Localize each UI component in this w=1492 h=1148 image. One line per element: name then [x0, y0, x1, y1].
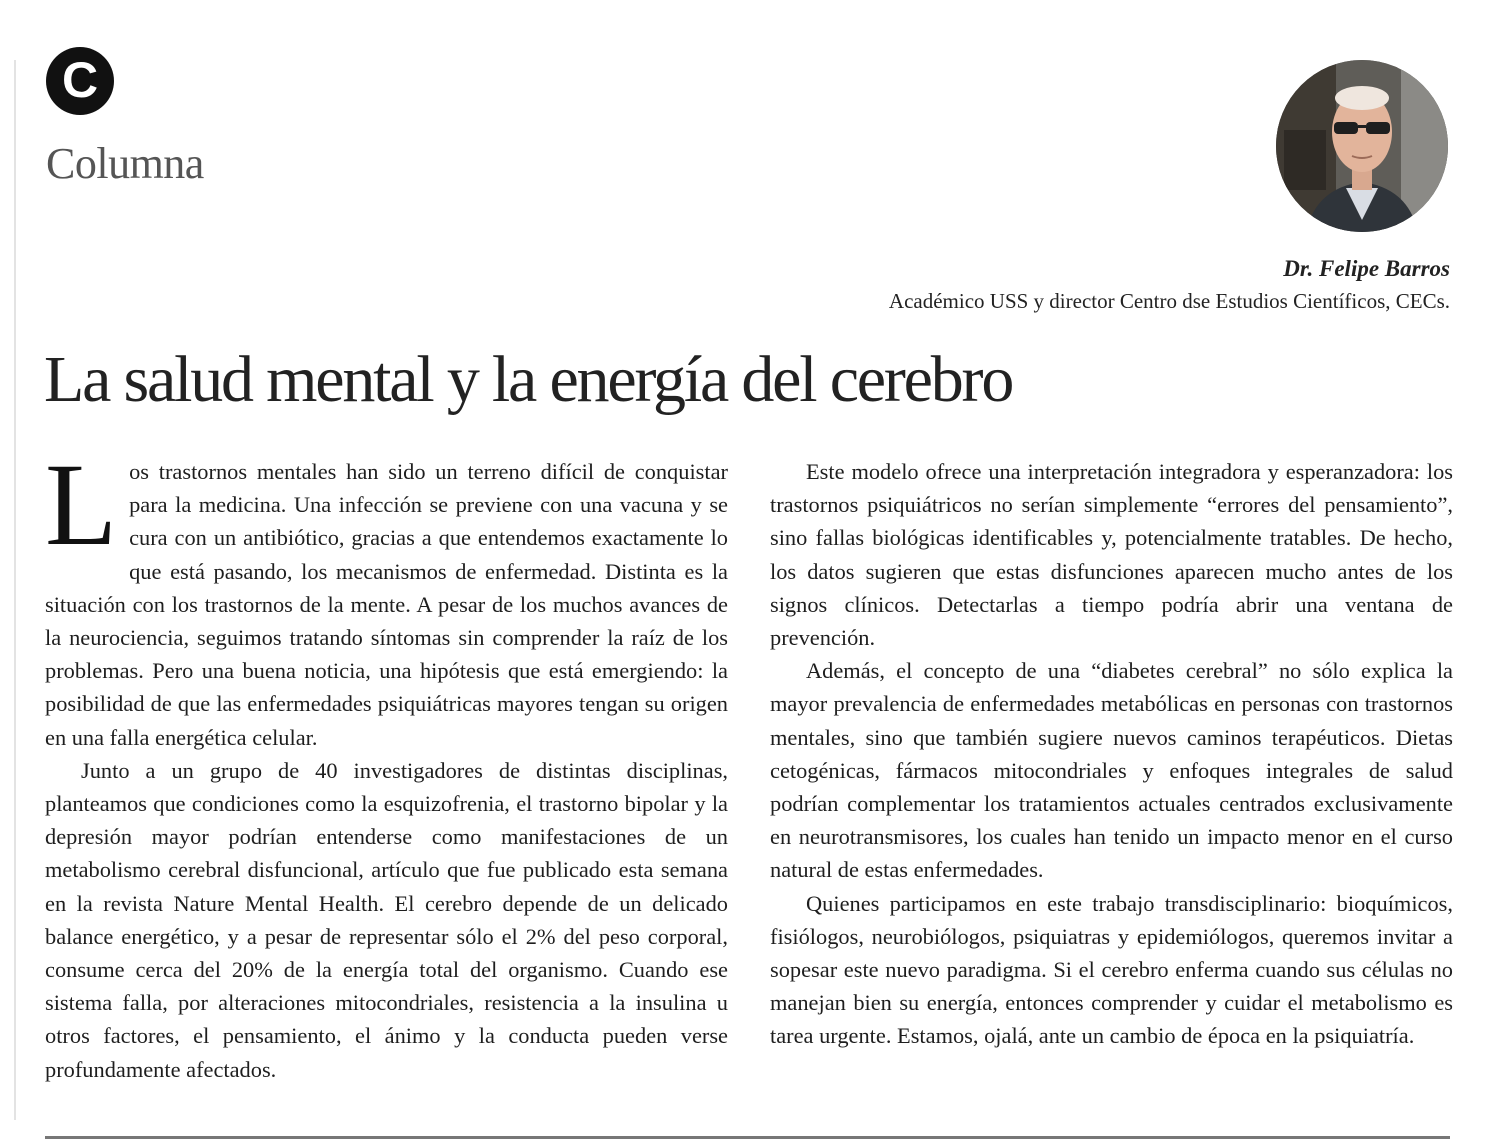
- column-logo-badge: [46, 47, 114, 115]
- article-column-right: [770, 455, 1453, 1053]
- page-margin-rule: [14, 60, 16, 1120]
- section-label: Columna: [46, 139, 204, 188]
- author-name: Dr. Felipe Barros: [1283, 256, 1450, 281]
- logo-letter: C: [61, 52, 99, 108]
- article-headline: La salud mental y la energía del cerebro: [44, 343, 1013, 416]
- author-portrait-illustration: [1276, 60, 1448, 232]
- bottom-rule: [45, 1136, 1450, 1139]
- article-paragraph: Este modelo ofrece una interpretación integradora y esperanzadora: los trastornos psiquiátricos no serían simplemente “errores del pensamiento”, sino fallas biológicas identificables y, potencialmente tratables. De hecho, los datos sugieren que estas disfunciones aparecen mucho antes de los signos clínicos. Detectarlas a tiempo podría abrir una ventana de prevención.: [770, 459, 1453, 651]
- article-paragraph: [45, 439, 728, 754]
- paragraph-text: os trastornos mentales han sido un terreno difícil de conquistar para la medicina. Una infección se previene con una vacuna y se cura con un antibiótico, gracias a que entendemos exactamente lo que está pasando, los mecanismos de enfermedad. Distinta es la situación con los trastornos de la mente. A pesar de los muchos avances de la neurociencia, seguimos tratando síntomas sin comprender la raíz de los problemas. Pero una buena noticia, una hipótesis que está emergiendo: la posibilidad de que las enfermedades psiquiátricas mayores tengan su origen en una falla energética celular.: [45, 459, 728, 750]
- article-paragraph: Quienes participamos en este trabajo transdisciplinario: bioquímicos, fisiólogos, neurobiólogos, psiquiatras y epidemiólogos, queremos invitar a sopesar este nuevo paradigma. Si el cerebro enferma cuando sus células no manejan bien su energía, entonces comprender y cuidar el metabolismo es tarea urgente. Estamos, ojalá, ante un cambio de época en la psiquiatría.: [770, 890, 1453, 1049]
- article-paragraph: Además, el concepto de una “diabetes cerebral” no sólo explica la mayor prevalencia de enfermedades metabólicas en personas con trastornos mentales, sino que también sugiere nuevos caminos terapéuticos. Dietas cetogénicas, fármacos mitocondriales y enfoques integrales de salud podrían complementar los tratamientos actuales centrados exclusivamente en neurotransmisores, los cuales han tenido un impacto menor en el curso natural de estas enfermedades.: [770, 658, 1453, 883]
- author-title: Académico USS y director Centro dse Estudios Científicos, CECs.: [888, 289, 1450, 313]
- article-column-left: [45, 439, 728, 1086]
- drop-cap: L: [45, 439, 118, 570]
- article-paragraph: Junto a un grupo de 40 investigadores de distintas disciplinas, planteamos que condiciones como la esquizofrenia, el trastorno bipolar y la depresión mayor podrían entenderse como manifestaciones de un metabolismo cerebral disfuncional, artículo que fue publicado esta semana en la revista Nature Mental Health. El cerebro depende de un delicado balance energético, y a pesar de representar sólo el 2% del peso corporal, consume cerca del 20% de la energía total del organismo. Cuando ese sistema falla, por alteraciones mitocondriales, resistencia a la insulina u otros factores, el pensamiento, el ánimo y la conducta pueden verse profundamente afectados.: [45, 757, 728, 1082]
- author-photo: [1276, 60, 1448, 232]
